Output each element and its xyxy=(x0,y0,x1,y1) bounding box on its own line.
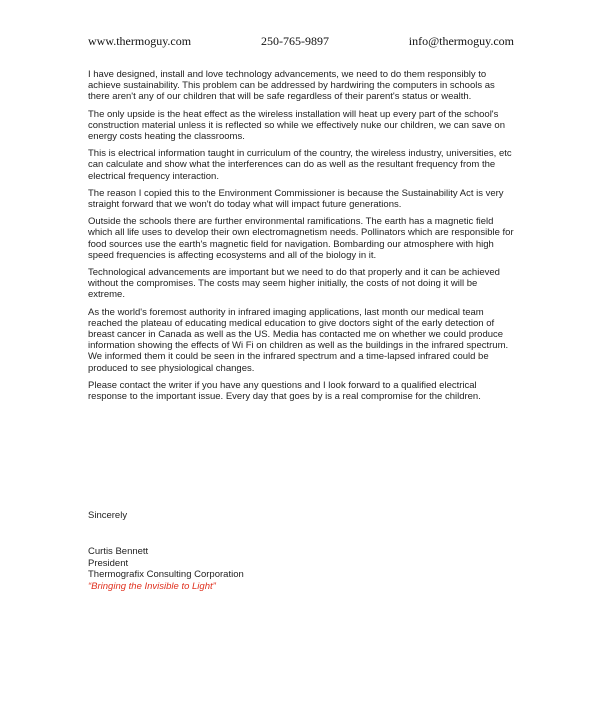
paragraph-1: I have designed, install and love technology advancements, we need to do them responsibly to achieve sustainability. This problem can be addressed by hardwiring the computers in schools as there aren't any of our children that will be safe regardless of their parent's status or wealth. xyxy=(88,69,495,103)
paragraph-3: This is electrical information taught in curriculum of the country, the wireless industry, universities, etc can calculate and show what the interferences can do as well as the resultant frequency from the electrical frequency interaction. xyxy=(88,148,512,182)
paragraph-8: Please contact the writer if you have any questions and I look forward to a qualified electrical response to the important issue. Every day that goes by is a real compromise for the children. xyxy=(88,379,481,403)
paragraph-4: The reason I copied this to the Environment Commissioner is because the Sustainability Act is very straight forward that we won't do today what will impact future generations. xyxy=(88,187,504,211)
phone-text: 250-765-9897 xyxy=(261,34,329,48)
paragraph-5: Outside the schools there are further environmental ramifications. The earth has a magnetic field which all life uses to develop their own electromagnetism needs. Pollinators which are responsible for food sources use the earth's magnetic field for navigation. Bombarding our atmosphere with high speed frequencies is affecting ecosystems and all of the biology in it. xyxy=(88,216,514,261)
paragraph-7: As the world's foremost authority in infrared imaging applications, last month our medical team reached the plateau of educating medical education to give doctors sight of the early detection of breast cancer in Canada as well as the US. Media has contacted me on whether we could produce information showing the effects of Wi Fi on children as well as the buildings in the infrared spectrum. We informed them it could be seen in the infrared spectrum and a time-lapsed infrared could be produced to see physiological changes. xyxy=(88,306,509,374)
signature-block xyxy=(88,546,244,592)
company-tagline: “Bringing the Invisible to Light” xyxy=(88,580,216,592)
letter-body xyxy=(88,69,516,408)
website-text: www.thermoguy.com xyxy=(88,34,192,48)
signer-title: President xyxy=(88,557,129,569)
closing-text: Sincerely xyxy=(88,510,128,521)
paragraph-6: Technological advancements are important but we need to do that properly and it can be achieved without the compromises. The costs may seem higher initially, the costs of not doing it will be extreme. xyxy=(88,267,500,301)
letterhead xyxy=(88,34,514,50)
signer-name: Curtis Bennett xyxy=(88,546,149,557)
paragraph-2: The only upside is the heat effect as the wireless installation will heat up every part of the school's construction material unless it is reflected so while we effectively nuke our children, we can save on energy costs heating the classrooms. xyxy=(88,108,505,143)
email-text: info@thermoguy.com xyxy=(408,34,514,48)
company-name: Thermografix Consulting Corporation xyxy=(88,569,244,580)
